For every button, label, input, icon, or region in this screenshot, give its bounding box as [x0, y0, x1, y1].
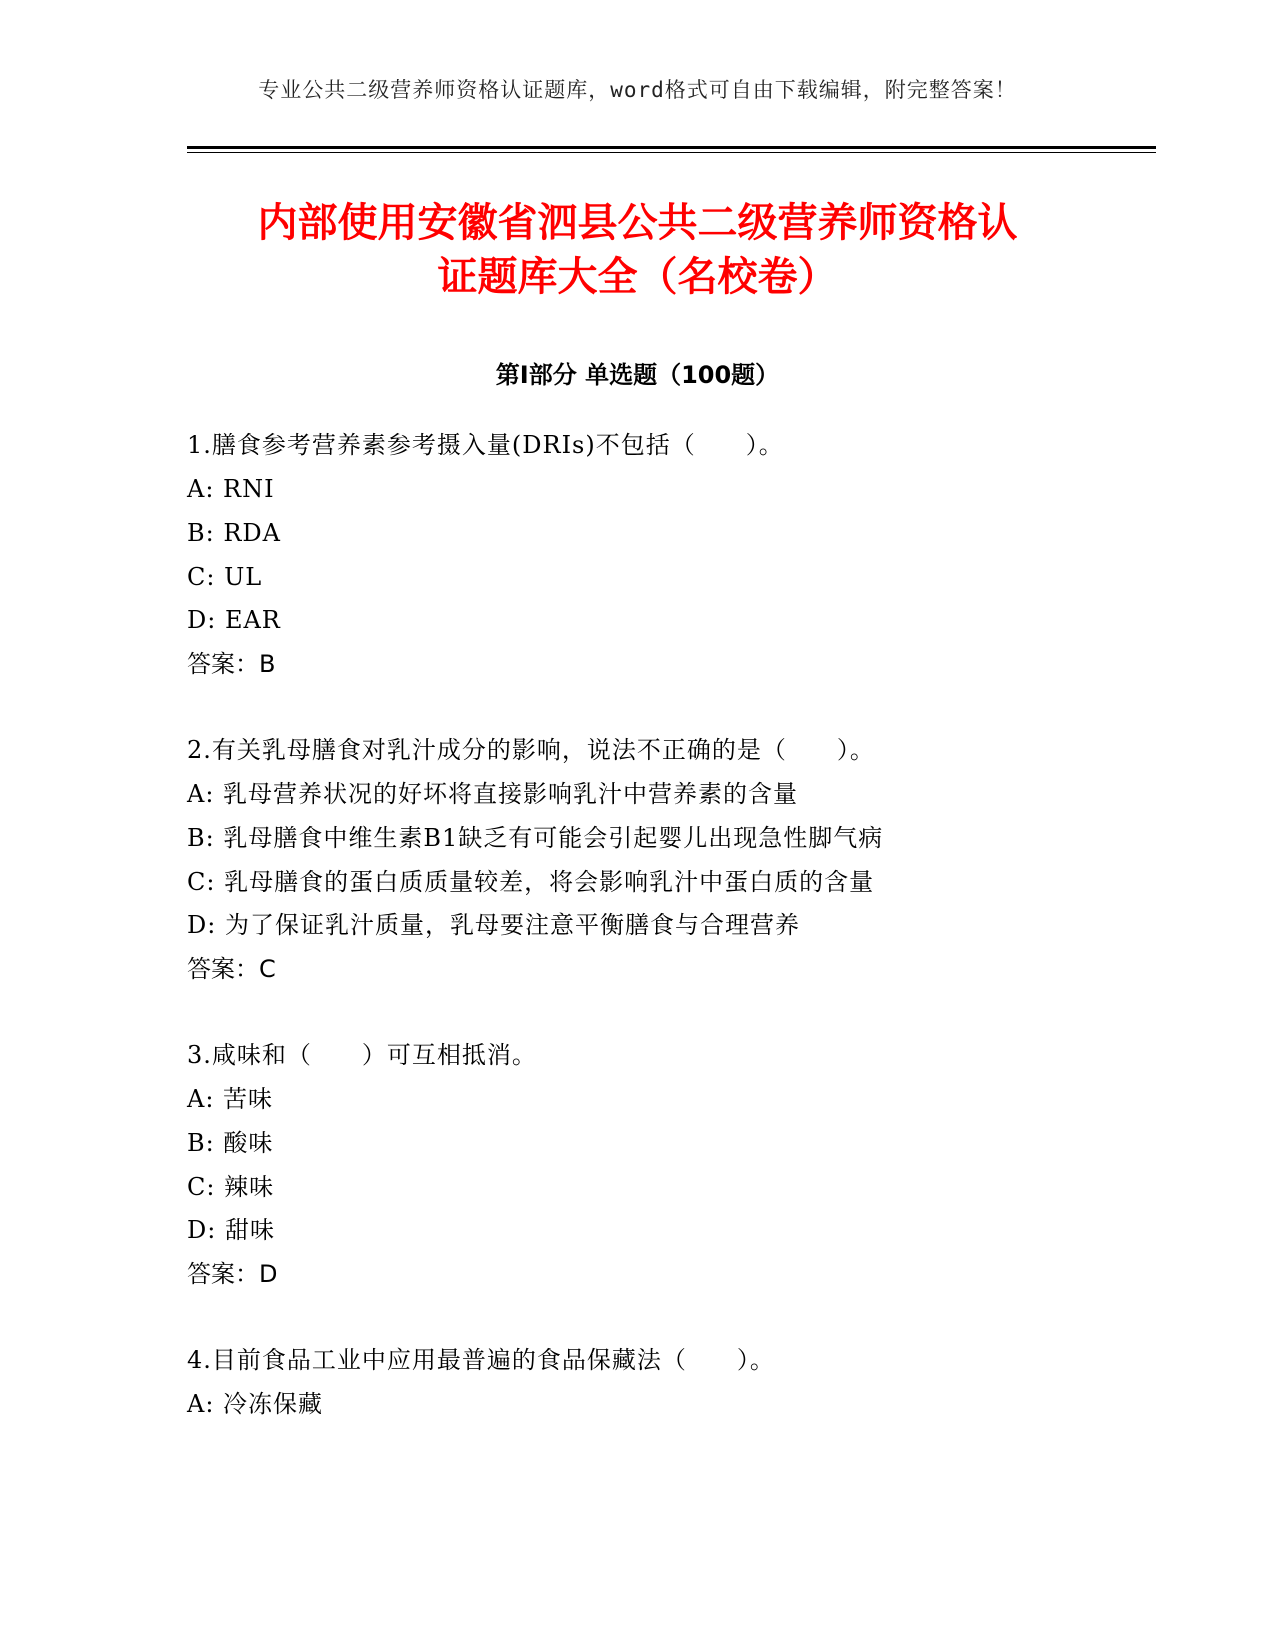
question-2-option-c: C: 乳母膳食的蛋白质质量较差，将会影响乳汁中蛋白质的含量 — [187, 868, 875, 896]
question-1-option-b: B: RDA — [187, 519, 281, 547]
question-2-answer: 答案：C — [187, 955, 276, 983]
header-rule-thin — [187, 152, 1156, 153]
question-4-stem: 4.目前食品工业中应用最普遍的食品保藏法（ ）。 — [187, 1346, 775, 1374]
header-note: 专业公共二级营养师资格认证题库，word格式可自由下载编辑，附完整答案！ — [258, 78, 1017, 102]
question-1-option-d: D: EAR — [187, 606, 281, 634]
question-1-answer: 答案：B — [187, 650, 276, 678]
question-3-option-d: D: 甜味 — [187, 1216, 275, 1244]
question-3-option-c: C: 辣味 — [187, 1173, 275, 1201]
question-3-stem: 3.咸味和（ ）可互相抵消。 — [187, 1041, 537, 1069]
section-title: 第Ⅰ部分 单选题（100题） — [495, 361, 780, 389]
question-2-option-b: B: 乳母膳食中维生素B1缺乏有可能会引起婴儿出现急性脚气病 — [187, 824, 884, 852]
question-2-option-d: D: 为了保证乳汁质量，乳母要注意平衡膳食与合理营养 — [187, 911, 800, 939]
title-line-2: 证题库大全（名校卷） — [437, 254, 838, 300]
title-line-1: 内部使用安徽省泗县公共二级营养师资格认 — [257, 200, 1018, 246]
header-rule-thick — [187, 146, 1156, 149]
question-3-answer: 答案：D — [187, 1260, 278, 1288]
question-1-option-c: C: UL — [187, 563, 263, 591]
question-4-option-a: A: 冷冻保藏 — [187, 1390, 324, 1418]
document-title — [150, 196, 1125, 304]
question-3-option-b: B: 酸味 — [187, 1129, 274, 1157]
question-2-option-a: A: 乳母营养状况的好坏将直接影响乳汁中营养素的含量 — [187, 780, 799, 808]
question-1-stem: 1.膳食参考营养素参考摄入量(DRIs)不包括（ ）。 — [187, 431, 784, 459]
question-1-option-a: A: RNI — [187, 475, 275, 503]
question-3-option-a: A: 苦味 — [187, 1085, 274, 1113]
question-2-stem: 2.有关乳母膳食对乳汁成分的影响，说法不正确的是（ ）。 — [187, 736, 875, 764]
